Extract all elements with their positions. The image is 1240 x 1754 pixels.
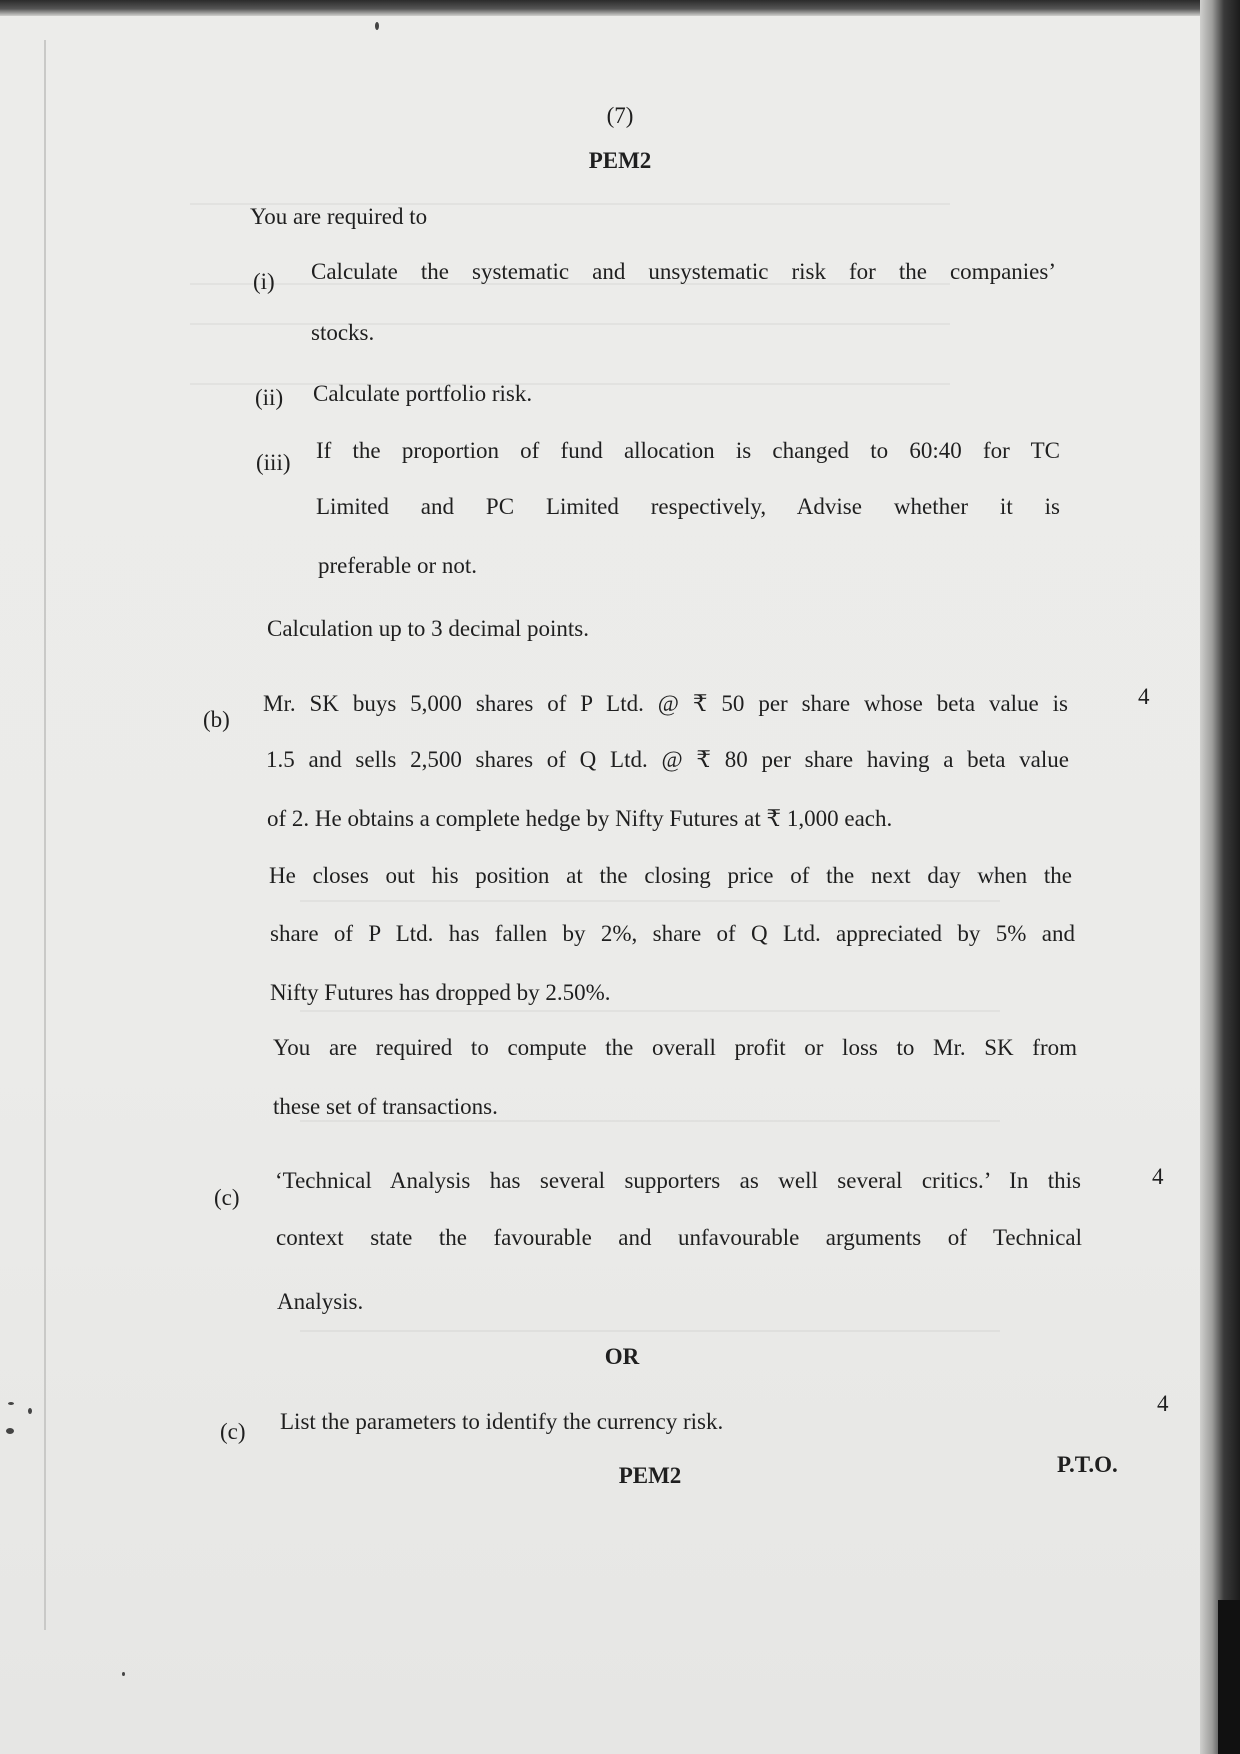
item-iii-line3: preferable or not. bbox=[318, 553, 478, 578]
part-a-note: Calculation up to 3 decimal points. bbox=[267, 616, 589, 641]
part-b-line2: 1.5 and sells 2,500 shares of Q Ltd. @ ₹ 80 per share having a beta value bbox=[266, 747, 1069, 772]
or-separator: OR bbox=[604, 1344, 640, 1369]
scan-speck bbox=[8, 1402, 14, 1405]
part-a-intro: You are required to bbox=[250, 204, 428, 229]
item-ii-label: (ii) bbox=[255, 385, 284, 410]
part-b-line4: He closes out his position at the closing price of the next day when the bbox=[269, 863, 1072, 888]
part-c-line1: ‘Technical Analysis has several supporters as well several critics.’ In this bbox=[275, 1168, 1081, 1193]
scan-speck bbox=[122, 1672, 125, 1676]
item-ii-line1: Calculate portfolio risk. bbox=[313, 381, 533, 406]
part-c-alt-marks: 4 bbox=[1157, 1391, 1169, 1416]
page-number: (7) bbox=[606, 103, 634, 128]
part-b-line7: You are required to compute the overall profit or loss to Mr. SK from bbox=[273, 1035, 1077, 1060]
bleed-through-line bbox=[300, 900, 1000, 902]
part-b-line6: Nifty Futures has dropped by 2.50%. bbox=[270, 980, 611, 1005]
bleed-through-line bbox=[300, 1330, 1000, 1332]
part-c-alt-label: (c) bbox=[220, 1419, 246, 1444]
part-c-label: (c) bbox=[214, 1185, 240, 1210]
part-b-line8: these set of transactions. bbox=[273, 1094, 498, 1119]
part-c-marks: 4 bbox=[1152, 1164, 1164, 1189]
item-iii-line2: Limited and PC Limited respectively, Advise whether it is bbox=[316, 494, 1060, 519]
part-b-label: (b) bbox=[203, 707, 230, 732]
bleed-through-line bbox=[300, 1010, 1000, 1012]
bleed-through-line bbox=[190, 323, 950, 325]
scan-speck bbox=[375, 22, 379, 30]
part-b-line1: Mr. SK buys 5,000 shares of P Ltd. @ ₹ 50 per share whose beta value is bbox=[263, 691, 1068, 716]
part-c-line3: Analysis. bbox=[277, 1289, 364, 1314]
page-binding-edge bbox=[1218, 1600, 1240, 1754]
item-i-label: (i) bbox=[253, 269, 275, 294]
paper-code-footer: PEM2 bbox=[618, 1463, 682, 1488]
scan-speck bbox=[6, 1428, 14, 1434]
item-iii-line1: If the proportion of fund allocation is changed to 60:40 for TC bbox=[316, 438, 1060, 463]
item-iii-label: (iii) bbox=[256, 450, 291, 475]
item-i-line2: stocks. bbox=[311, 320, 375, 345]
paper-code-header: PEM2 bbox=[588, 148, 652, 173]
scan-speck bbox=[28, 1408, 32, 1414]
part-b-line5: share of P Ltd. has fallen by 2%, share of Q Ltd. appreciated by 5% and bbox=[270, 921, 1075, 946]
item-i-line1: Calculate the systematic and unsystematic risk for the companies’ bbox=[311, 259, 1056, 284]
left-margin-rule bbox=[44, 40, 46, 1630]
page-right-shadow bbox=[1200, 0, 1240, 1754]
page-top-shadow bbox=[0, 0, 1200, 16]
pto-label: P.T.O. bbox=[1057, 1452, 1118, 1477]
part-c-alt-text: List the parameters to identify the currency risk. bbox=[280, 1409, 724, 1434]
part-c-line2: context state the favourable and unfavourable arguments of Technical bbox=[276, 1225, 1082, 1250]
part-b-line3: of 2. He obtains a complete hedge by Nifty Futures at ₹ 1,000 each. bbox=[267, 806, 893, 831]
part-b-marks: 4 bbox=[1138, 684, 1150, 709]
bleed-through-line bbox=[190, 383, 950, 385]
